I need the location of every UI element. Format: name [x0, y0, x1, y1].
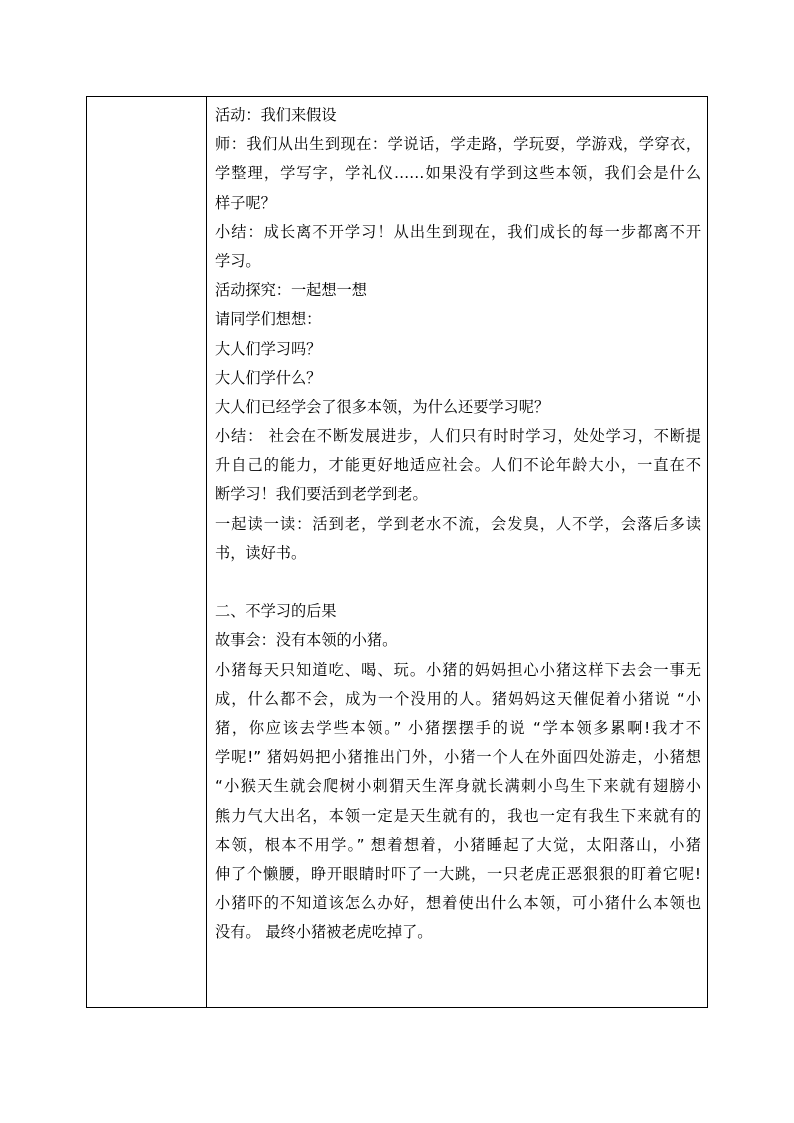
question-line: 大人们学习吗？ [215, 339, 322, 358]
summary-text-line: 学习。 [215, 251, 261, 270]
story-title-line: 故事会：没有本领的小猪。 [215, 631, 398, 650]
story-text-line: 小猪吓的不知道该怎么办好，想着使出什么本领，可小猪什么本领也 [215, 894, 701, 913]
table-left-cell [87, 97, 207, 1007]
teacher-text-line: 学整理，学写字，学礼仪……如果没有学到这些本领，我们会是什么 [215, 164, 701, 183]
read-together-line: 一起读一读：活到老，学到老水不流，会发臭，人不学，会落后多读 [215, 514, 701, 533]
story-text-line: 熊力气大出名，本领一定是天生就有的，我也一定有我生下来就有的 [215, 806, 701, 825]
activity-heading-line: 活动：我们来假设 [215, 106, 337, 124]
teacher-text-line: 样子呢？ [215, 193, 276, 212]
lesson-table [86, 96, 708, 1008]
story-text-line: 本领，根本不用学。” 想着想着，小猪睡起了大觉，太阳落山，小猪 [215, 835, 701, 854]
teacher-text-line: 师：我们从出生到现在：学说话，学走路，学玩耍，学游戏，学穿衣， [215, 135, 701, 154]
summary-text-line: 断学习！我们要活到老学到老。 [215, 485, 428, 504]
story-text-line: 猪，你应该去学些本领。” 小猪摆摆手的说 “学本领多累啊!我才不 [215, 718, 701, 737]
story-text-line: 伸了个懒腰，睁开眼睛时吓了一大跳，一只老虎正恶狠狠的盯着它呢! [215, 864, 701, 883]
question-line: 大人们已经学会了很多本领，为什么还要学习呢？ [215, 397, 550, 416]
question-intro-line: 请同学们想想： [215, 310, 322, 329]
activity-explore-line: 活动探究：一起想一想 [215, 281, 367, 300]
story-text-line: 成，什么都不会，成为一个没用的人。猪妈妈这天催促着小猪说 “小 [215, 689, 701, 708]
section-heading-line: 二、不学习的后果 [215, 602, 337, 621]
story-text-line: 没有。 最终小猪被老虎吃掉了。 [215, 923, 433, 942]
summary-text-line: 升自己的能力，才能更好地适应社会。人们不论年龄大小，一直在不 [215, 456, 701, 475]
story-text-line: “小猴天生就会爬树小刺猬天生浑身就长满刺小鸟生下来就有翅膀小 [215, 777, 701, 796]
summary-text-line: 小结： 社会在不断发展进步，人们只有时时学习，处处学习，不断提 [215, 427, 701, 446]
story-text-line: 小猪每天只知道吃、喝、玩。小猪的妈妈担心小猪这样下去会一事无 [215, 660, 701, 679]
read-together-line: 书，读好书。 [215, 543, 307, 562]
blank-line [215, 568, 701, 597]
story-text-line: 学呢!” 猪妈妈把小猪推出门外，小猪一个人在外面四处游走，小猪想 [215, 748, 701, 767]
question-line: 大人们学什么？ [215, 368, 322, 387]
table-right-cell [208, 97, 707, 1007]
summary-text-line: 小结：成长离不开学习！从出生到现在，我们成长的每一步都离不开 [215, 222, 701, 241]
